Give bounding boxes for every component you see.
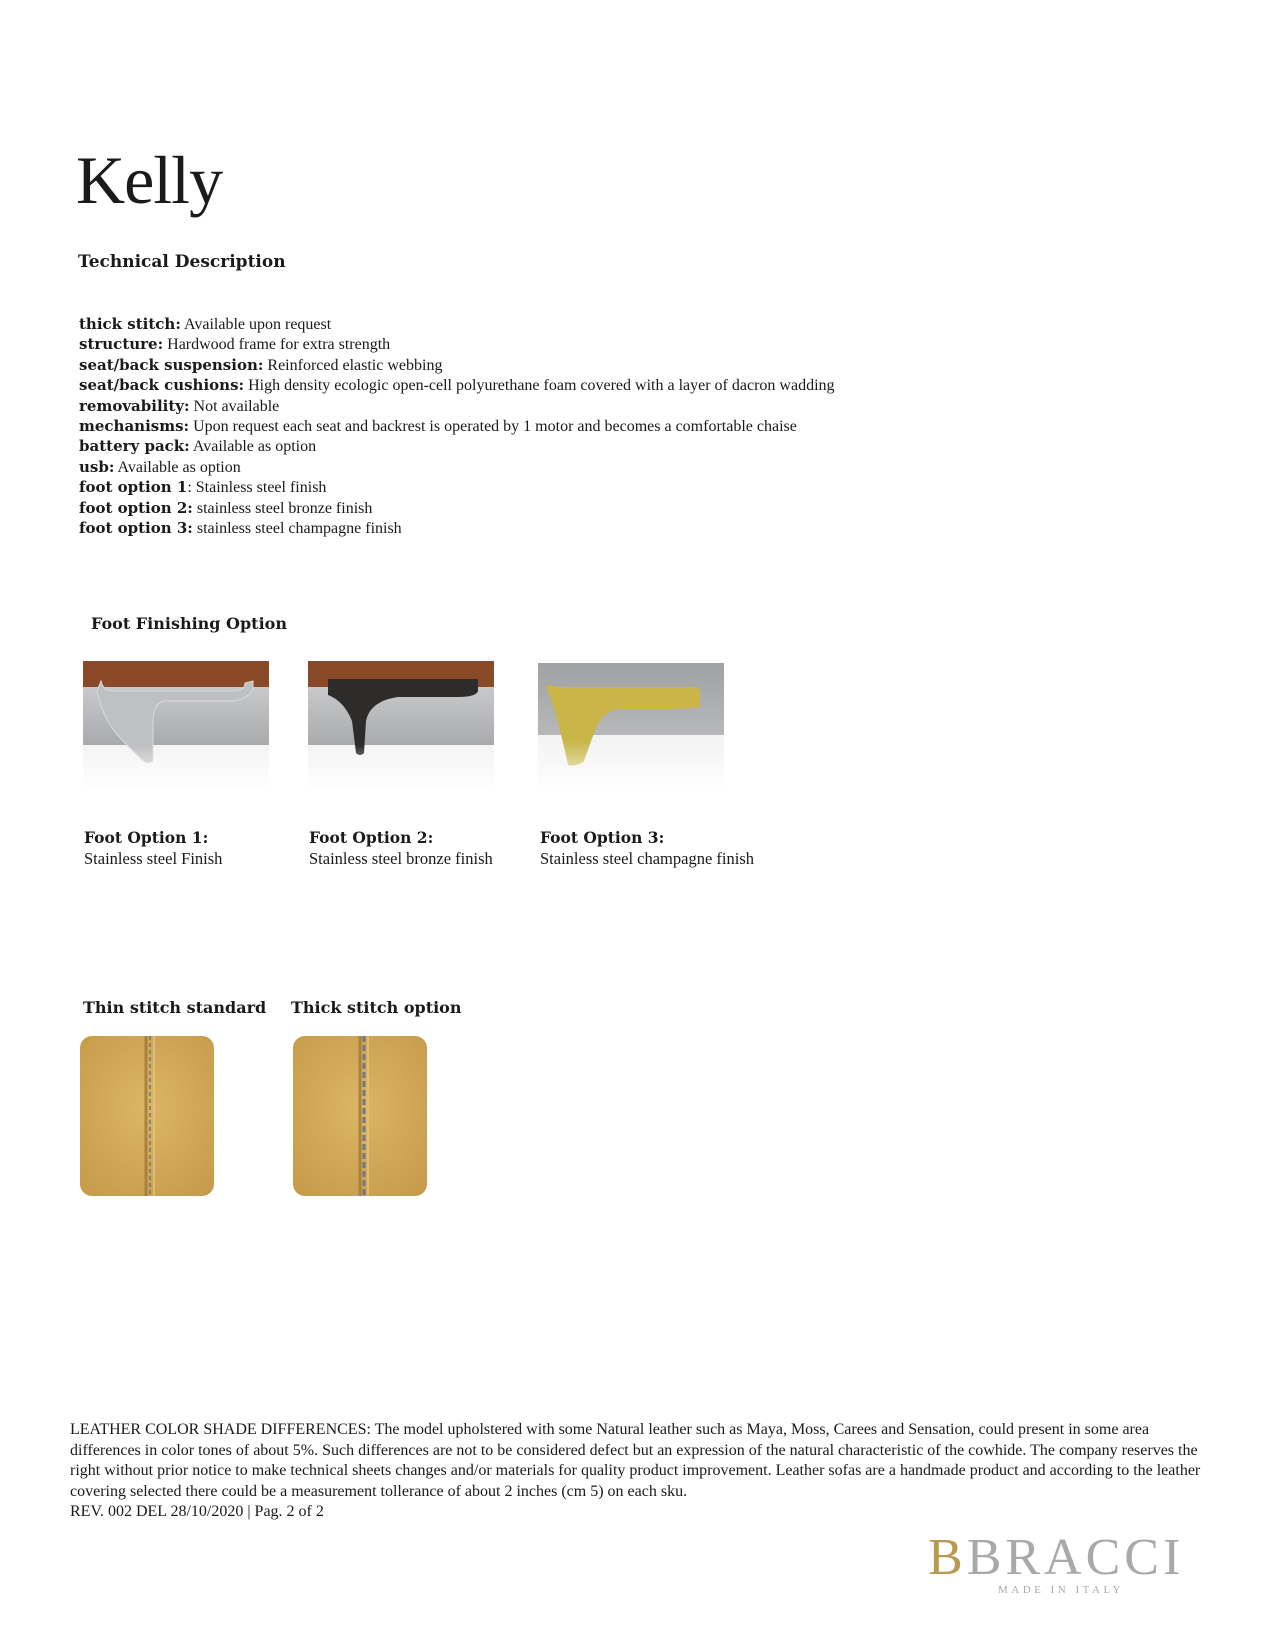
logo-word: BRACCI xyxy=(966,1529,1185,1586)
spec-value: Upon request each seat and backrest is operated by 1 motor and becomes a comfortable chaise xyxy=(189,417,797,435)
foot-option-1-caption xyxy=(84,827,222,869)
logo-wordmark xyxy=(928,1529,1185,1586)
spec-label: foot option 1 xyxy=(79,478,188,497)
spec-label: seat/back cushions: xyxy=(79,376,245,395)
logo-mark: B xyxy=(928,1529,967,1586)
spec-value: stainless steel bronze finish xyxy=(192,499,373,517)
thin-stitch-heading: Thin stitch standard xyxy=(83,998,267,1017)
foot-option-desc: Stainless steel champagne finish xyxy=(540,849,754,868)
spec-value: Hardwood frame for extra strength xyxy=(163,336,391,354)
foot-option-3-caption xyxy=(540,827,754,869)
spec-item xyxy=(79,457,835,477)
thick-stitch-heading: Thick stitch option xyxy=(291,998,462,1017)
section-subtitle: Technical Description xyxy=(78,252,286,272)
spec-item xyxy=(79,314,835,334)
foot-option-2-caption xyxy=(309,827,493,869)
spec-label: seat/back suspension: xyxy=(79,355,264,374)
spec-label: structure: xyxy=(79,335,164,354)
spec-label: foot option 2: xyxy=(79,498,193,517)
spec-label: mechanisms: xyxy=(79,416,190,435)
foot-option-desc: Stainless steel Finish xyxy=(84,849,223,868)
spec-value: Available upon request xyxy=(180,316,332,333)
spec-label: usb: xyxy=(79,457,115,476)
spec-item xyxy=(79,518,835,538)
foot-section-heading: Foot Finishing Option xyxy=(91,614,287,633)
spec-value: Not available xyxy=(189,397,280,415)
spec-item xyxy=(79,498,835,518)
spec-item xyxy=(79,355,835,375)
spec-value: Available as option xyxy=(189,438,317,456)
spec-item xyxy=(79,436,835,456)
spec-value: stainless steel champagne finish xyxy=(192,519,402,537)
spec-item xyxy=(79,334,835,354)
spec-label: battery pack: xyxy=(79,437,190,456)
foot-option-3-image xyxy=(538,663,724,793)
foot-option-title: Foot Option 2: xyxy=(309,828,434,847)
spec-item xyxy=(79,396,835,416)
spec-value: Available as option xyxy=(114,458,241,476)
spec-label: removability: xyxy=(79,396,190,415)
foot-option-2-image xyxy=(308,661,494,791)
revision-page-info: REV. 002 DEL 28/10/2020 | Pag. 2 of 2 xyxy=(70,1503,324,1520)
bracci-logo xyxy=(928,1529,1196,1602)
foot-option-title: Foot Option 1: xyxy=(84,828,209,847)
spec-value: High density ecologic open-cell polyurethane foam covered with a layer of dacron wadding xyxy=(244,377,835,395)
logo-tagline: MADE IN ITALY xyxy=(998,1584,1125,1596)
spec-list xyxy=(79,314,835,538)
leather-disclaimer: LEATHER COLOR SHADE DIFFERENCES: The model upholstered with some Natural leather such as Maya, Moss, Carees and Sensation, could present in some area differences in color tones of about 5%. Such differences are not to be considered defect but an expression of the natural characteristic of the cowhide. The company reserves the right without prior notice to make technical sheets changes and/or materials for quality product improvement. Leather sofas are a handmade product and according to the leather covering selected there could be a measurement tollerance of about 2 inches (cm 5) on each sku. xyxy=(70,1421,1201,1500)
thick-stitch-swatch xyxy=(293,1036,427,1196)
spec-item xyxy=(79,416,835,436)
spec-item xyxy=(79,477,835,497)
spec-item xyxy=(79,375,835,395)
thin-stitch-swatch xyxy=(80,1036,214,1196)
spec-label: thick stitch: xyxy=(79,315,181,333)
foot-option-desc: Stainless steel bronze finish xyxy=(309,849,493,868)
spec-value: Reinforced elastic webbing xyxy=(263,356,443,374)
foot-option-1-image xyxy=(83,661,269,791)
spec-label: foot option 3: xyxy=(79,518,193,537)
spec-value: : Stainless steel finish xyxy=(187,479,327,497)
foot-option-title: Foot Option 3: xyxy=(540,828,665,847)
page-title: Kelly xyxy=(76,142,223,218)
